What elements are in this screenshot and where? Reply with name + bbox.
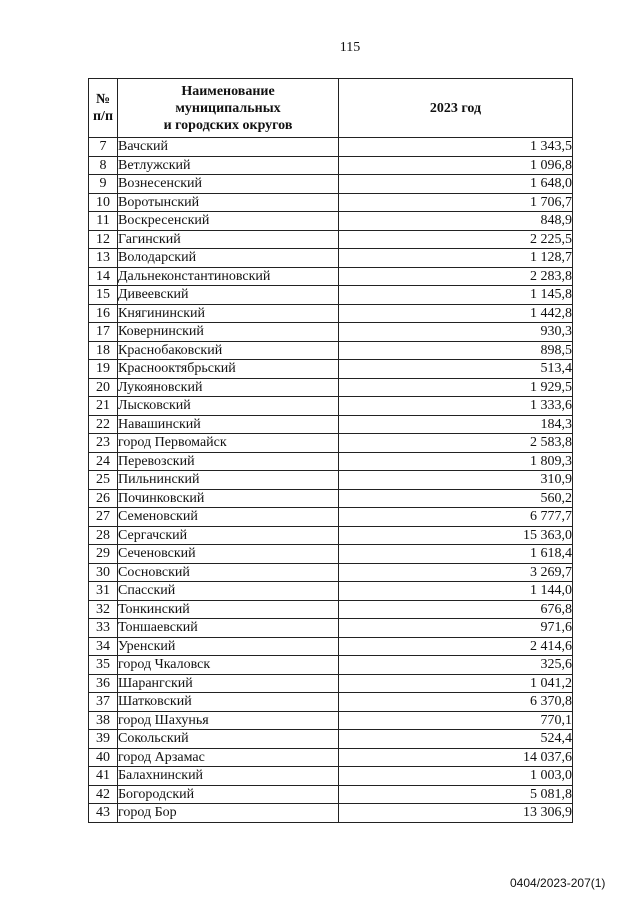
row-value: 1 041,2: [339, 674, 573, 693]
row-name: Сергачский: [118, 526, 339, 545]
row-value: 5 081,8: [339, 785, 573, 804]
table-row: [89, 471, 573, 490]
row-number: 7: [89, 138, 118, 157]
row-value: 2 414,6: [339, 637, 573, 656]
table-row: [89, 452, 573, 471]
header-number: [89, 79, 118, 138]
row-name: город Арзамас: [118, 748, 339, 767]
row-number: 41: [89, 767, 118, 786]
row-name: Дальнеконстантиновский: [118, 267, 339, 286]
row-value: 13 306,9: [339, 804, 573, 823]
row-name: Починковский: [118, 489, 339, 508]
row-value: 524,4: [339, 730, 573, 749]
table-row: [89, 545, 573, 564]
row-name: Тонкинский: [118, 600, 339, 619]
table-body: [89, 138, 573, 823]
row-number: 27: [89, 508, 118, 527]
row-value: 770,1: [339, 711, 573, 730]
table-row: [89, 804, 573, 823]
row-value: 310,9: [339, 471, 573, 490]
row-value: 1 442,8: [339, 304, 573, 323]
row-number: 30: [89, 563, 118, 582]
row-name: Воскресенский: [118, 212, 339, 231]
row-name: город Бор: [118, 804, 339, 823]
row-name: Краснооктябрьский: [118, 360, 339, 379]
row-value: 1 145,8: [339, 286, 573, 305]
table-row: [89, 286, 573, 305]
row-name: Шатковский: [118, 693, 339, 712]
row-number: 34: [89, 637, 118, 656]
table-row: [89, 304, 573, 323]
row-number: 10: [89, 193, 118, 212]
row-value: 676,8: [339, 600, 573, 619]
municipal-table: [88, 78, 573, 823]
row-number: 20: [89, 378, 118, 397]
row-name: город Первомайск: [118, 434, 339, 453]
row-value: 1 128,7: [339, 249, 573, 268]
row-value: 15 363,0: [339, 526, 573, 545]
row-name: Спасский: [118, 582, 339, 601]
row-number: 23: [89, 434, 118, 453]
row-name: город Чкаловск: [118, 656, 339, 675]
table-row: [89, 397, 573, 416]
row-name: Балахнинский: [118, 767, 339, 786]
row-value: 971,6: [339, 619, 573, 638]
row-name: Гагинский: [118, 230, 339, 249]
row-value: 184,3: [339, 415, 573, 434]
row-name: Сокольский: [118, 730, 339, 749]
row-number: 18: [89, 341, 118, 360]
table-row: [89, 563, 573, 582]
table-row: [89, 156, 573, 175]
row-name: Перевозский: [118, 452, 339, 471]
table-row: [89, 138, 573, 157]
table-row: [89, 378, 573, 397]
table-row: [89, 489, 573, 508]
row-value: 1 929,5: [339, 378, 573, 397]
table-row: [89, 323, 573, 342]
table-row: [89, 434, 573, 453]
row-name: Княгининский: [118, 304, 339, 323]
row-number: 17: [89, 323, 118, 342]
row-name: Ветлужский: [118, 156, 339, 175]
row-number: 25: [89, 471, 118, 490]
row-value: 513,4: [339, 360, 573, 379]
header-number-line: п/п: [92, 109, 114, 124]
row-name: Воротынский: [118, 193, 339, 212]
table-row: [89, 637, 573, 656]
row-number: 15: [89, 286, 118, 305]
row-value: 3 269,7: [339, 563, 573, 582]
row-name: Сеченовский: [118, 545, 339, 564]
table-row: [89, 193, 573, 212]
row-name: Семеновский: [118, 508, 339, 527]
header-name-line: муниципальных: [175, 100, 281, 116]
row-value: 930,3: [339, 323, 573, 342]
row-name: Тоншаевский: [118, 619, 339, 638]
row-value: 1 144,0: [339, 582, 573, 601]
table-row: [89, 230, 573, 249]
row-number: 42: [89, 785, 118, 804]
row-value: 1 343,5: [339, 138, 573, 157]
row-number: 16: [89, 304, 118, 323]
row-value: 6 370,8: [339, 693, 573, 712]
row-number: 11: [89, 212, 118, 231]
row-value: 1 648,0: [339, 175, 573, 194]
table-row: [89, 360, 573, 379]
row-number: 21: [89, 397, 118, 416]
row-number: 12: [89, 230, 118, 249]
row-number: 9: [89, 175, 118, 194]
row-number: 19: [89, 360, 118, 379]
row-name: Вознесенский: [118, 175, 339, 194]
header-name-line: Наименование: [181, 83, 275, 99]
table-header-row: [89, 79, 573, 138]
row-name: Уренский: [118, 637, 339, 656]
header-name-line: и городских округов: [163, 117, 293, 133]
row-name: Богородский: [118, 785, 339, 804]
row-number: 22: [89, 415, 118, 434]
table-row: [89, 249, 573, 268]
row-name: Навашинский: [118, 415, 339, 434]
table-row: [89, 415, 573, 434]
row-number: 26: [89, 489, 118, 508]
table-row: [89, 212, 573, 231]
row-number: 38: [89, 711, 118, 730]
row-number: 35: [89, 656, 118, 675]
row-name: Володарский: [118, 249, 339, 268]
table-row: [89, 508, 573, 527]
header-name: [118, 79, 339, 138]
row-number: 14: [89, 267, 118, 286]
row-number: 24: [89, 452, 118, 471]
table-row: [89, 748, 573, 767]
table-row: [89, 267, 573, 286]
row-name: Вачский: [118, 138, 339, 157]
row-value: 325,6: [339, 656, 573, 675]
table-row: [89, 619, 573, 638]
table-row: [89, 175, 573, 194]
header-year: 2023 год: [339, 79, 573, 138]
row-name: Шарангский: [118, 674, 339, 693]
row-number: 36: [89, 674, 118, 693]
row-value: 1 333,6: [339, 397, 573, 416]
row-value: 848,9: [339, 212, 573, 231]
row-name: Лысковский: [118, 397, 339, 416]
table-row: [89, 785, 573, 804]
row-number: 28: [89, 526, 118, 545]
table-row: [89, 767, 573, 786]
row-value: 1 706,7: [339, 193, 573, 212]
row-number: 39: [89, 730, 118, 749]
row-value: 2 225,5: [339, 230, 573, 249]
row-value: 6 777,7: [339, 508, 573, 527]
row-value: 1 096,8: [339, 156, 573, 175]
row-name: Пильнинский: [118, 471, 339, 490]
row-name: Ковернинский: [118, 323, 339, 342]
row-number: 43: [89, 804, 118, 823]
row-number: 33: [89, 619, 118, 638]
row-name: Краснобаковский: [118, 341, 339, 360]
row-name: Сосновский: [118, 563, 339, 582]
table-row: [89, 711, 573, 730]
table-row: [89, 582, 573, 601]
row-value: 1 618,4: [339, 545, 573, 564]
row-name: город Шахунья: [118, 711, 339, 730]
row-value: 2 583,8: [339, 434, 573, 453]
row-number: 37: [89, 693, 118, 712]
row-value: 1 003,0: [339, 767, 573, 786]
table-row: [89, 341, 573, 360]
row-value: 14 037,6: [339, 748, 573, 767]
row-number: 32: [89, 600, 118, 619]
row-name: Лукояновский: [118, 378, 339, 397]
table-row: [89, 730, 573, 749]
row-value: 560,2: [339, 489, 573, 508]
row-value: 898,5: [339, 341, 573, 360]
row-number: 29: [89, 545, 118, 564]
table-row: [89, 674, 573, 693]
row-number: 8: [89, 156, 118, 175]
row-value: 1 809,3: [339, 452, 573, 471]
row-number: 13: [89, 249, 118, 268]
table-row: [89, 600, 573, 619]
row-number: 31: [89, 582, 118, 601]
page-number: 115: [339, 40, 361, 55]
document-code: 0404/2023-207(1): [510, 876, 606, 890]
header-number-line: №: [95, 92, 111, 107]
table-row: [89, 526, 573, 545]
table-row: [89, 656, 573, 675]
row-value: 2 283,8: [339, 267, 573, 286]
row-number: 40: [89, 748, 118, 767]
table-row: [89, 693, 573, 712]
row-name: Дивеевский: [118, 286, 339, 305]
